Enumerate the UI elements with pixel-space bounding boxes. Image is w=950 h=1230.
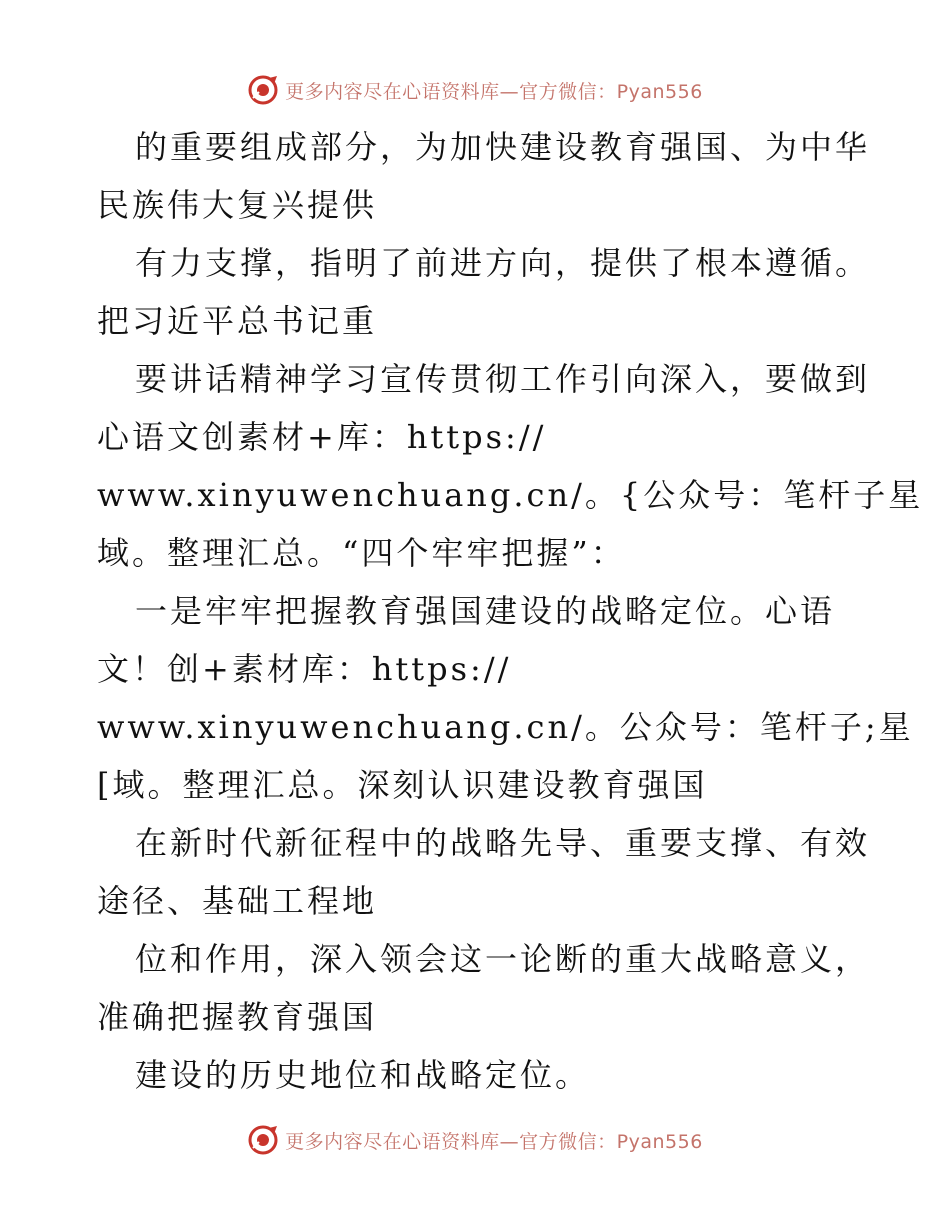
paragraph-line: www.xinyuwenchuang.cn/。{公众号：笔杆子星: [97, 476, 924, 514]
paragraph-line: 建设的历史地位和战略定位。: [135, 1056, 591, 1094]
paragraph-line: 心语文创素材+库：https://: [97, 418, 547, 456]
document-body: [97, 118, 924, 1104]
brand-logo-icon: [247, 1124, 279, 1156]
paragraph-line: 一是牢牢把握教育强国建设的战略定位。心语: [135, 592, 836, 630]
footer-banner: [0, 1120, 950, 1160]
paragraph-line: 民族伟大复兴提供: [97, 186, 378, 224]
paragraph-line: www.xinyuwenchuang.cn/。公众号：笔杆子;星: [97, 708, 914, 746]
paragraph-line: 的重要组成部分，为加快建设教育强国、为中华: [135, 128, 871, 166]
paragraph-line: [域。整理汇总。深刻认识建设教育强国: [97, 766, 708, 804]
paragraph-line: 准确把握教育强国: [97, 998, 378, 1036]
header-banner-text: 更多内容尽在心语资料库—官方微信：Pyan556: [285, 80, 703, 103]
paragraph-line: 要讲话精神学习宣传贯彻工作引向深入，要做到: [135, 360, 871, 398]
paragraph-line: 域。整理汇总。“四个牢牢把握”：: [97, 534, 626, 572]
paragraph-line: 在新时代新征程中的战略先导、重要支撑、有效: [135, 824, 871, 862]
paragraph-line: 位和作用，深入领会这一论断的重大战略意义，: [135, 940, 871, 978]
footer-banner-text: 更多内容尽在心语资料库—官方微信：Pyan556: [285, 1130, 703, 1153]
header-banner: [0, 70, 950, 110]
paragraph-line: 有力支撑，指明了前进方向，提供了根本遵循。: [135, 244, 871, 282]
paragraph-line: 文！创+素材库：https://: [97, 650, 512, 688]
paragraph-line: 途径、基础工程地: [97, 882, 378, 920]
brand-logo-icon: [247, 74, 279, 106]
paragraph-line: 把习近平总书记重: [97, 302, 378, 340]
